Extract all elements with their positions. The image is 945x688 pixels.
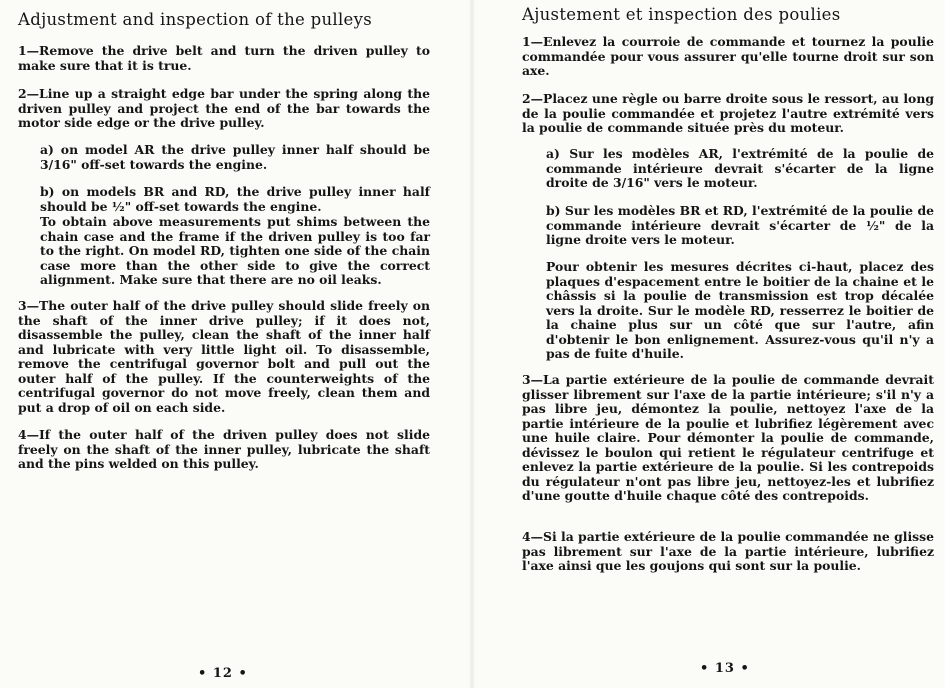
page-title: Ajustement et inspection des poulies bbox=[522, 5, 841, 24]
item-number: 4— bbox=[522, 529, 544, 544]
sub-item-b: b) on models BR and RD, the drive pulley inner half should be ½" off-set towards the engine. bbox=[40, 184, 430, 214]
list-item bbox=[522, 373, 934, 504]
page-number-value: 12 bbox=[212, 666, 233, 681]
item-text: Si la partie extérieure de la poulie commandée ne glisse pas librement sur l'axe de la partie intérieure, lubrifiez l'axe ainsi que les goujons qui sont sur la poulie. bbox=[522, 529, 934, 573]
list-item bbox=[522, 530, 934, 574]
item-text: If the outer half of the driven pulley does not slide freely on the shaft of the inner pulley, lubricate the shaft and the pins welded on this pulley. bbox=[18, 427, 430, 471]
left-page bbox=[0, 0, 472, 688]
sub-item-b: b) Sur les modèles BR et RD, l'extrémité de la poulie de commande intérieure devrait s'écarter de ½" de la ligne droite vers le moteur. bbox=[546, 203, 934, 247]
item-text: Enlevez la courroie de commande et tournez la poulie commandée pour vous assurer qu'elle tourne droit sur son axe. bbox=[522, 34, 934, 78]
item-text: La partie extérieure de la poulie de commande devrait glisser librement sur l'axe de la partie intérieure; s'il n'y a pas libre jeu, démontez la poulie, nettoyez l'axe de la partie intérieure de la poulie et lubrifiez légèrement avec une huile claire. Pour démonter la poulie de commande, dévissez le boulon qui retient le régulateur centrifuge et enlevez la partie extérieure de la poulie. Si les contrepoids du régulateur n'ont pas libre jeu, nettoyez-les et lubrifiez d'une goutte d'huile chaque côté des contrepoids. bbox=[522, 372, 934, 503]
page-title: Adjustment and inspection of the pulleys bbox=[18, 10, 373, 29]
item-number: 4— bbox=[18, 427, 40, 442]
list-item bbox=[522, 35, 934, 79]
item-number: 3— bbox=[18, 298, 40, 313]
list-item bbox=[18, 299, 430, 415]
page-number: • 12 • bbox=[198, 666, 248, 681]
list-item bbox=[18, 87, 430, 131]
list-item bbox=[18, 428, 430, 472]
sub-item-a: a) Sur les modèles AR, l'extrémité de la poulie de commande intérieure devrait s'écarter de la ligne droite de 3/16" vers le moteur. bbox=[546, 146, 934, 190]
item-number: 1— bbox=[522, 34, 544, 49]
sub-item-a: a) on model AR the drive pulley inner half should be 3/16" off-set towards the engine. bbox=[40, 142, 430, 172]
item-text: The outer half of the drive pulley should slide freely on the shaft of the inner drive pulley; if it does not, disassemble the pulley, clean the shaft of the inner half and lubricate with very little light oil. To disassemble, remove the centrifugal governor bolt and pull out the outer half of the pulley. If the counterweights of the centrifugal governor do not move freely, clean them and put a drop of oil on each side. bbox=[18, 298, 430, 415]
list-item bbox=[18, 44, 430, 73]
note-paragraph: To obtain above measurements put shims between the chain case and the frame if the driven pulley is too far to the right. On model RD, tighten one side of the chain case more than the other side to give the correct alignment. Make sure that there are no oil leaks. bbox=[40, 214, 430, 287]
item-number: 2— bbox=[18, 86, 40, 101]
item-number: 2— bbox=[522, 91, 544, 106]
item-text: Placez une règle ou barre droite sous le ressort, au long de la poulie commandée et projetez l'autre extrémité vers la poulie de commande située près du moteur. bbox=[522, 91, 934, 135]
item-text: Line up a straight edge bar under the spring along the driven pulley and project the end of the bar towards the motor side edge or the drive pulley. bbox=[18, 86, 430, 130]
right-page bbox=[472, 0, 945, 688]
page-number-value: 13 bbox=[714, 661, 735, 676]
page-number: • 13 • bbox=[700, 661, 750, 676]
item-text: Remove the drive belt and turn the driven pulley to make sure that it is true. bbox=[18, 43, 430, 73]
item-number: 1— bbox=[18, 43, 40, 58]
item-number: 3— bbox=[522, 372, 544, 387]
note-paragraph: Pour obtenir les mesures décrites ci-haut, placez des plaques d'espacement entre le boitier de la chaine et le châssis si la poulie de transmission est trop décalée vers la droite. Sur le modèle RD, resserrez le boitier de la chaine plus sur un côté que sur l'autre, afin d'obtenir le bon enlignement. Assurez-vous qu'il n'y a pas de fuite d'huile. bbox=[546, 259, 934, 361]
list-item bbox=[522, 92, 934, 136]
